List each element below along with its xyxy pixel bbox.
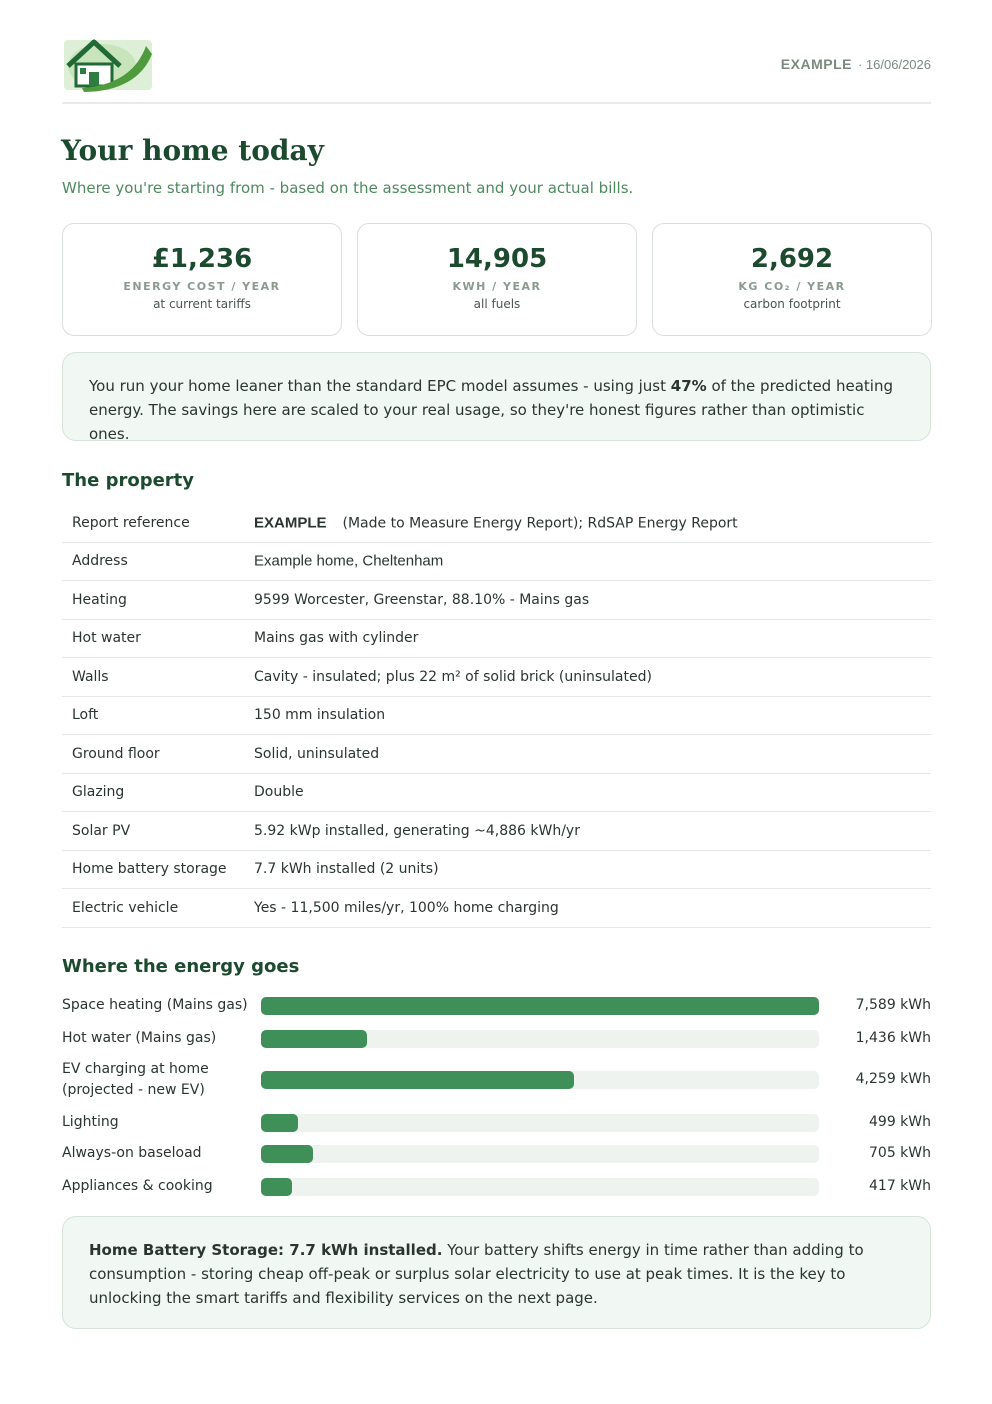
energy-bar	[261, 1178, 292, 1196]
row-label: Glazing	[72, 784, 125, 801]
row-label: Ground floor	[72, 745, 160, 762]
stat-label: KWH / YEAR	[452, 280, 542, 293]
battery-note-heading: Home Battery Storage: 7.7 kWh installed.	[89, 1241, 443, 1259]
energy-label: Appliances & cooking	[62, 1178, 213, 1194]
row-label: Address	[72, 553, 128, 570]
table-row	[62, 812, 931, 851]
energy-value: 7,589 kWh	[855, 997, 931, 1013]
energy-value: 417 kWh	[869, 1178, 931, 1194]
row-label: Heating	[72, 591, 127, 608]
table-row	[62, 851, 931, 890]
energy-bar-track	[261, 1071, 819, 1089]
energy-bar	[261, 997, 819, 1015]
report-code: EXAMPLE	[780, 56, 852, 72]
home-energy-plan-logo	[62, 36, 154, 92]
stat-note: all fuels	[473, 297, 521, 311]
row-value: Example home, Cheltenham	[254, 552, 444, 570]
energy-section-title: Where the energy goes	[62, 956, 300, 977]
row-value: 5.92 kWp installed, generating ~4,886 kWh/yr	[254, 822, 580, 839]
energy-bar-track	[261, 1178, 819, 1196]
energy-bar-track	[261, 1114, 819, 1132]
carbon-card	[652, 223, 932, 336]
energy-bar	[261, 1071, 574, 1089]
page-subtitle: Where you're starting from - based on the assessment and your actual bills.	[62, 179, 634, 197]
stat-value: 2,692	[750, 244, 834, 274]
energy-bar	[261, 1030, 367, 1048]
row-label: Home battery storage	[72, 861, 227, 878]
table-row	[62, 581, 931, 620]
stat-label: ENERGY COST / YEAR	[123, 280, 281, 293]
row-value: Solid, uninsulated	[254, 745, 380, 762]
table-row	[62, 620, 931, 659]
energy-bar-track	[261, 997, 819, 1015]
property-table	[62, 504, 931, 928]
usage-percent: 47%	[670, 377, 707, 395]
energy-label: Always-on baseload	[62, 1145, 202, 1161]
report-date: · 16/06/2026	[857, 57, 931, 72]
page-title: Your home today	[61, 134, 324, 167]
usage-note-before: You run your home leaner than the standard EPC model assumes - using just	[89, 377, 671, 395]
table-row	[62, 543, 931, 582]
energy-bar-track	[261, 1030, 819, 1048]
energy-value: 705 kWh	[869, 1145, 931, 1161]
stat-value: 14,905	[446, 244, 548, 274]
row-value: Cavity - insulated; plus 22 m² of solid brick (uninsulated)	[254, 668, 652, 685]
energy-cost-card	[62, 223, 342, 336]
stat-note: at current tariffs	[153, 297, 251, 311]
row-value: 150 mm insulation	[254, 707, 386, 724]
table-row	[62, 889, 931, 928]
energy-label: Space heating (Mains gas)	[62, 997, 248, 1013]
row-label: Report reference	[72, 514, 190, 531]
energy-label: Lighting	[62, 1114, 119, 1130]
energy-value: 499 kWh	[869, 1114, 931, 1130]
row-label: Hot water	[72, 630, 141, 647]
energy-use-card	[357, 223, 637, 336]
row-value: Mains gas with cylinder	[254, 630, 419, 647]
table-row	[62, 697, 931, 736]
stat-label: KG CO₂ / YEAR	[738, 280, 846, 293]
property-section-title: The property	[62, 470, 195, 491]
energy-label: Hot water (Mains gas)	[62, 1030, 217, 1046]
energy-value: 4,259 kWh	[855, 1071, 931, 1087]
table-row	[62, 735, 931, 774]
row-value: Double	[254, 784, 304, 801]
row-label: Walls	[72, 668, 109, 685]
row-value: Yes - 11,500 miles/yr, 100% home charging	[254, 899, 559, 916]
table-row	[62, 658, 931, 697]
row-label: Electric vehicle	[72, 899, 179, 916]
row-label: Solar PV	[72, 822, 131, 839]
stat-note: carbon footprint	[743, 297, 841, 311]
energy-bar-track	[261, 1145, 819, 1163]
battery-note	[62, 1216, 931, 1329]
report-reference-text: (Made to Measure Energy Report); RdSAP Energy Report	[342, 515, 738, 532]
row-label: Loft	[72, 707, 99, 724]
usage-note-after: of the predicted heating energy. The savings here are scaled to your real usage, so they're honest figures rather than optimistic ones.	[89, 377, 893, 443]
report-reference-code: EXAMPLE	[254, 514, 327, 532]
energy-value: 1,436 kWh	[855, 1030, 931, 1046]
energy-bar	[261, 1114, 298, 1132]
row-value: 9599 Worcester, Greenstar, 88.10% - Mains gas	[254, 591, 590, 608]
battery-note-text: Your battery shifts energy in time rather than adding to consumption - storing cheap off-peak or surplus solar electricity to use at peak times. It is the key to unlocking the smart tariffs and flexibility services on the next page.	[89, 1241, 864, 1307]
page-header	[62, 36, 931, 104]
energy-bar	[261, 1145, 313, 1163]
report-reference	[781, 56, 931, 74]
table-row	[62, 504, 931, 543]
table-row	[62, 774, 931, 813]
energy-label: EV charging at home (projected - new EV)	[62, 1061, 209, 1098]
stat-value: £1,236	[151, 244, 253, 274]
row-value	[254, 514, 738, 531]
usage-note	[62, 352, 931, 441]
row-value: 7.7 kWh installed (2 units)	[254, 861, 439, 878]
